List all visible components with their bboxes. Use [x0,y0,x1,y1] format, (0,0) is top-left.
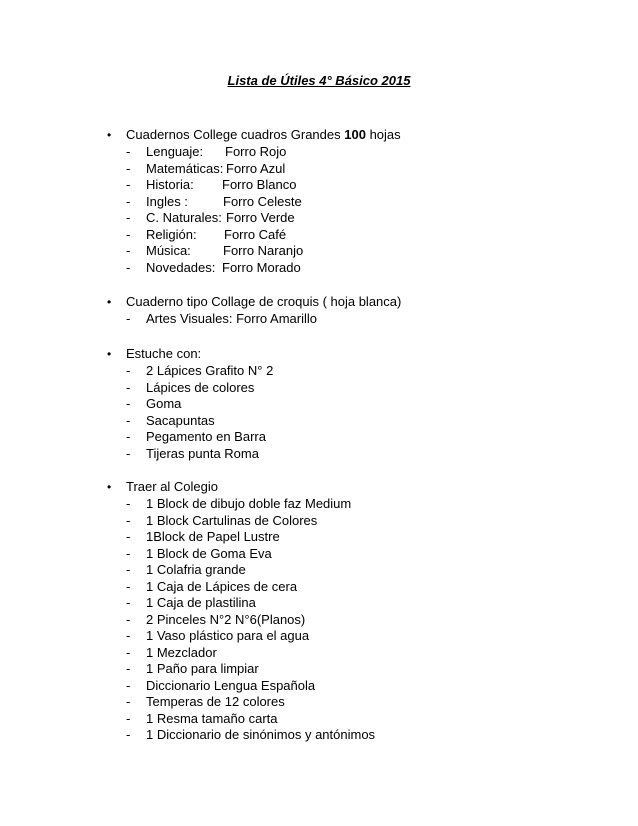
list-item [0,546,638,563]
section-estuche [0,345,638,462]
item-text: Temperas de 12 colores [146,694,285,709]
list-item [0,243,638,260]
section-heading-text: Cuaderno tipo Collage de croquis ( hoja blanca) [126,294,402,309]
list-item [0,177,638,194]
subject-label: Lenguaje: [146,144,204,159]
item-text: Tijeras punta Roma [146,445,259,461]
dash-icon: - [126,210,131,225]
dash-icon: - [126,396,131,411]
item-text: 1 Block Cartulinas de Colores [146,512,318,528]
list-item [0,144,638,161]
list-item [0,612,638,629]
item-text: Sacapuntas [146,412,215,428]
section-heading-text: Estuche con: [126,346,202,361]
subject-label: C. Naturales: [146,210,222,225]
bullet-icon: • [107,480,112,494]
list-item [0,727,638,744]
item-text: Artes Visuales: Forro Amarillo [146,311,317,326]
subject-label: Religión: [146,226,197,242]
dash-icon: - [126,429,131,444]
dash-icon: - [126,628,131,643]
list-item [0,363,638,380]
list-item [0,678,638,695]
item-text: 1 Block de Goma Eva [146,545,272,561]
cover-color: Forro Rojo [225,144,287,159]
section-heading-text: Cuadernos College cuadros Grandes 100 hojas [126,127,401,142]
item-text: 1 Paño para limpiar [146,661,259,676]
cover-color: Forro Blanco [222,177,297,192]
section-heading [0,126,638,144]
dash-icon: - [126,727,131,742]
list-item [0,227,638,244]
list-item [0,429,638,446]
cover-color: Forro Verde [226,210,295,225]
item-text: 1 Block de dibujo doble faz Medium [146,496,352,511]
bullet-icon: • [107,128,112,142]
list-item [0,161,638,178]
list-item [0,579,638,596]
list-item [0,694,638,711]
list-item [0,260,638,277]
dash-icon: - [126,412,131,428]
dash-icon: - [126,710,131,726]
dash-icon: - [126,562,131,577]
dash-icon: - [126,144,131,159]
list-item [0,496,638,513]
dash-icon: - [126,529,131,544]
section-cuadernos [0,126,638,276]
item-text: Lápices de colores [146,379,255,395]
section-heading [0,478,638,496]
section-croquis [0,293,638,328]
list-item [0,446,638,463]
dash-icon: - [126,226,131,242]
dash-icon: - [126,193,131,209]
list-item [0,513,638,530]
dash-icon: - [126,259,131,275]
list-item [0,210,638,227]
section-heading [0,345,638,363]
dash-icon: - [126,243,131,258]
dash-icon: - [126,177,131,192]
subject-label: Novedades: [146,259,216,275]
bullet-icon: • [107,295,112,309]
dash-icon: - [126,644,131,660]
item-text: 1 Colafria grande [146,562,246,577]
dash-icon: - [126,545,131,561]
list-item [0,194,638,211]
item-text: 2 Pinceles N°2 N°6(Planos) [146,611,306,627]
list-item [0,711,638,728]
subject-label: Ingles : [146,193,188,209]
subject-label: Historia: [146,177,194,192]
subject-label: Matemáticas: [146,160,224,176]
cover-color: Forro Naranjo [223,243,304,258]
dash-icon: - [126,445,131,461]
item-text: 1 Diccionario de sinónimos y antónimos [146,727,376,742]
cover-color: Forro Celeste [223,193,302,209]
dash-icon: - [126,677,131,693]
list-item [0,661,638,678]
section-traer-al-colegio [0,478,638,744]
dash-icon: - [126,512,131,528]
dash-icon: - [126,595,131,610]
bold-count: 100 [344,127,366,142]
section-heading [0,293,638,311]
bullet-icon: • [107,347,112,361]
item-text: 1 Resma tamaño carta [146,710,278,726]
dash-icon: - [126,311,131,326]
item-text: Goma [146,396,182,411]
item-text: 2 Lápices Grafito N° 2 [146,363,274,378]
dash-icon: - [126,661,131,676]
list-item [0,645,638,662]
list-item [0,595,638,612]
dash-icon: - [126,611,131,627]
list-item [0,529,638,546]
list-item [0,311,638,328]
cover-color: Forro Azul [226,160,286,176]
item-text: 1 Caja de Lápices de cera [146,578,298,594]
cover-color: Forro Morado [222,259,301,275]
item-text: 1 Caja de plastilina [146,595,256,610]
list-item [0,413,638,430]
dash-icon: - [126,496,131,511]
subject-label: Música: [146,243,191,258]
dash-icon: - [126,160,131,176]
dash-icon: - [126,694,131,709]
dash-icon: - [126,578,131,594]
dash-icon: - [126,379,131,395]
item-text: Pegamento en Barra [146,429,266,444]
item-text: 1Block de Papel Lustre [146,529,280,544]
item-text: Diccionario Lengua Española [146,677,316,693]
list-item [0,628,638,645]
item-text: 1 Vaso plástico para el agua [146,628,310,643]
dash-icon: - [126,363,131,378]
list-item [0,380,638,397]
page-title: Lista de Útiles 4° Básico 2015 [227,73,411,88]
cover-color: Forro Café [224,226,287,242]
item-text: 1 Mezclador [146,644,217,660]
section-heading-text: Traer al Colegio [126,479,219,494]
list-item [0,396,638,413]
list-item [0,562,638,579]
